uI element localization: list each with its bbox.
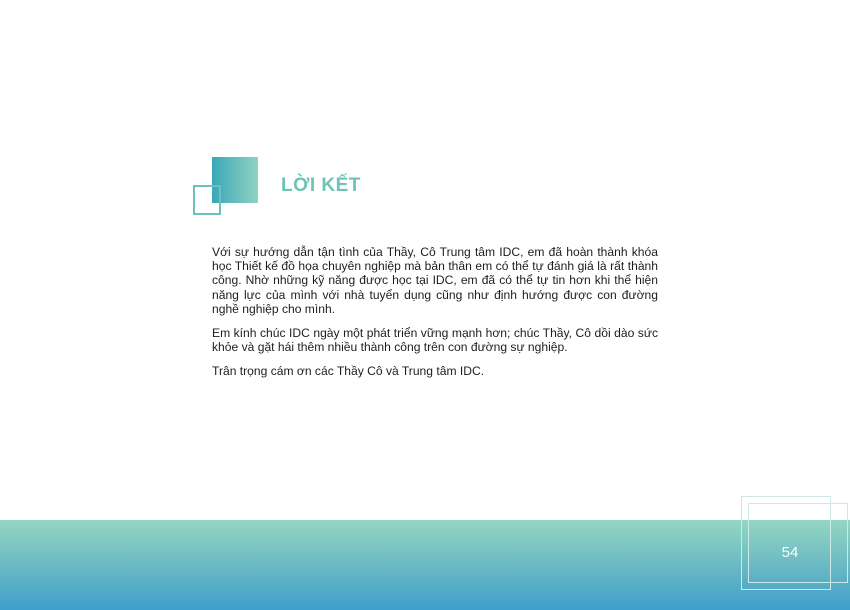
title-square-icon — [193, 157, 259, 217]
closing-text — [212, 245, 658, 389]
paragraph: Với sự hướng dẫn tận tình của Thầy, Cô Trung tâm IDC, em đã hoàn thành khóa học Thiết kế đồ họa chuyên nghiệp mà bản thân em có thể tự đánh giá là rất thành công. Nhờ những kỹ năng được học tại IDC, em đã có thể tự tin hơn khi thể hiện năng lực của mình với nhà tuyển dụng cũng như định hướng được con đường nghề nghiệp cho mình. — [212, 245, 658, 316]
outline-square-shape — [193, 185, 221, 215]
page-number: 54 — [781, 544, 799, 561]
paragraph: Em kính chúc IDC ngày một phát triển vững mạnh hơn; chúc Thầy, Cô dồi dào sức khỏe và gặt hái thêm nhiều thành công trên con đường sự nghiệp. — [212, 326, 658, 355]
footer-gradient-band — [0, 520, 850, 610]
page-heading: LỜI KẾT — [281, 175, 361, 196]
paragraph: Trân trọng cám ơn các Thầy Cô và Trung tâm IDC. — [212, 364, 485, 379]
corner-frame-outline — [748, 503, 848, 583]
